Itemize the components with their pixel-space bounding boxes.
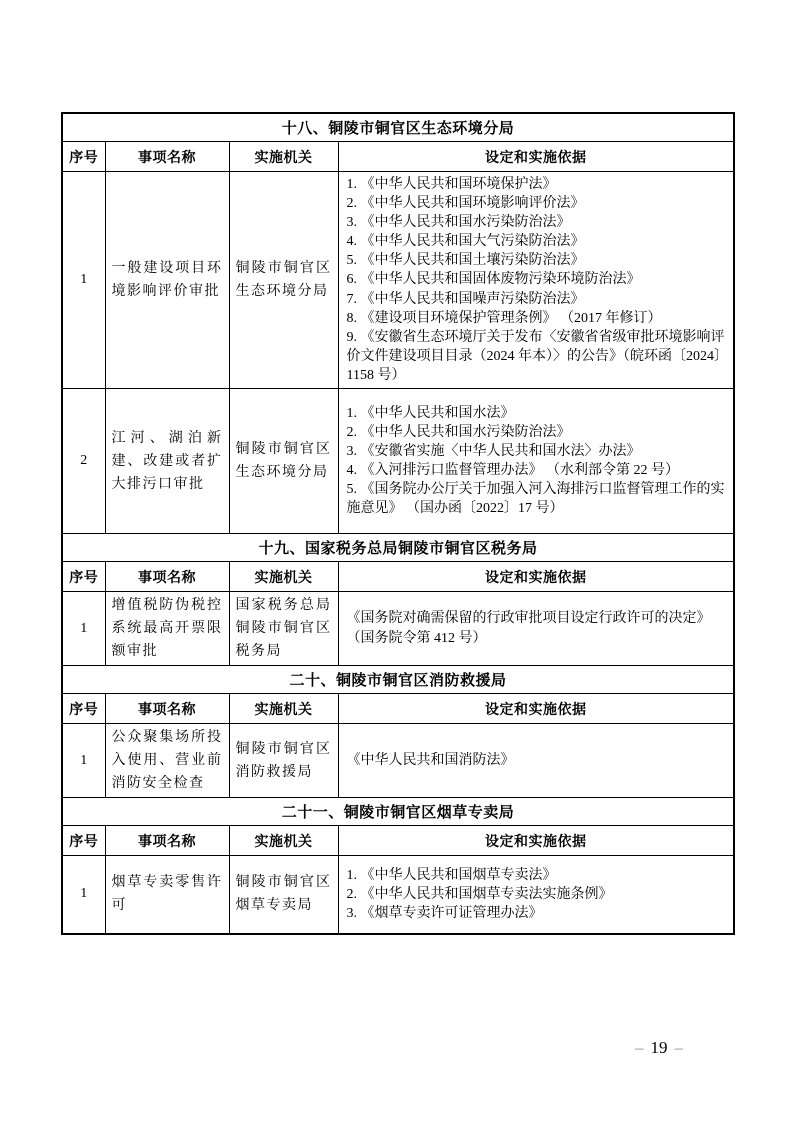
basis-line: 3. 《烟草专卖许可证管理办法》: [346, 905, 543, 921]
column-header-index: 序号: [62, 694, 105, 724]
basis-cell: [338, 172, 734, 389]
basis-line: 3. 《安徽省实施〈中华人民共和国水法〉办法》: [346, 443, 641, 459]
basis-line: 3. 《中华人民共和国水污染防治法》: [346, 215, 571, 231]
table-row: [62, 172, 734, 389]
basis-line: 《中华人民共和国消防法》: [346, 752, 515, 768]
section-19-title-row: [62, 534, 734, 562]
row-index: 2: [62, 389, 105, 534]
section-21-title-row: [62, 798, 734, 826]
basis-line: 8. 《建设项目环境保护管理条例》 （2017 年修订）: [346, 310, 662, 326]
basis-line: 5. 《中华人民共和国土壤污染防治法》: [346, 253, 585, 269]
agency-name: 国家税务总局铜陵市铜官区税务局: [229, 592, 338, 666]
basis-cell: [338, 856, 734, 934]
row-index: 1: [62, 592, 105, 666]
item-name: 烟草专卖零售许可: [105, 856, 229, 934]
basis-cell: [338, 389, 734, 534]
section-18-header-row: [62, 142, 734, 172]
column-header-agency: 实施机关: [229, 142, 338, 172]
section-title: 十九、国家税务总局铜陵市铜官区税务局: [62, 534, 734, 562]
column-header-item: 事项名称: [105, 826, 229, 856]
column-header-basis: 设定和实施依据: [338, 826, 734, 856]
column-header-basis: 设定和实施依据: [338, 562, 734, 592]
row-index: 1: [62, 724, 105, 798]
section-title: 十八、铜陵市铜官区生态环境分局: [62, 113, 734, 142]
page-number-dash-left: –: [635, 1038, 644, 1057]
agency-name: 铜陵市铜官区生态环境分局: [229, 389, 338, 534]
basis-line: 7. 《中华人民共和国噪声污染防治法》: [346, 291, 585, 307]
column-header-index: 序号: [62, 562, 105, 592]
column-header-item: 事项名称: [105, 694, 229, 724]
basis-line: 2. 《中华人民共和国环境影响评价法》: [346, 196, 585, 212]
basis-line: 5. 《国务院办公厅关于加强入河入海排污口监督管理工作的实施意见》 （国办函〔2022〕17 号）: [346, 482, 725, 517]
section-20-header-row: [62, 694, 734, 724]
column-header-item: 事项名称: [105, 562, 229, 592]
basis-cell: [338, 592, 734, 666]
agency-name: 铜陵市铜官区烟草专卖局: [229, 856, 338, 934]
column-header-agency: 实施机关: [229, 826, 338, 856]
section-18-title-row: [62, 113, 734, 142]
page-number-value: 19: [650, 1038, 668, 1057]
column-header-agency: 实施机关: [229, 694, 338, 724]
section-title: 二十、铜陵市铜官区消防救援局: [62, 666, 734, 694]
column-header-basis: 设定和实施依据: [338, 142, 734, 172]
column-header-item: 事项名称: [105, 142, 229, 172]
basis-line: 《国务院对确需保留的行政审批项目设定行政许可的决定》（国务院令第 412 号）: [346, 611, 711, 646]
table-row: [62, 389, 734, 534]
section-21-header-row: [62, 826, 734, 856]
item-name: 一般建设项目环境影响评价审批: [105, 172, 229, 389]
section-title: 二十一、铜陵市铜官区烟草专卖局: [62, 798, 734, 826]
basis-line: 1. 《中华人民共和国环境保护法》: [346, 177, 557, 192]
column-header-agency: 实施机关: [229, 562, 338, 592]
item-name: 公众聚集场所投入使用、营业前消防安全检查: [105, 724, 229, 798]
agency-name: 铜陵市铜官区生态环境分局: [229, 172, 338, 389]
basis-line: 2. 《中华人民共和国水污染防治法》: [346, 424, 571, 440]
column-header-index: 序号: [62, 142, 105, 172]
table-row: [62, 856, 734, 934]
page-number-dash-right: –: [674, 1038, 683, 1057]
basis-line: 1. 《中华人民共和国烟草专卖法》: [346, 867, 557, 883]
row-index: 1: [62, 856, 105, 934]
section-20-title-row: [62, 666, 734, 694]
section-19-header-row: [62, 562, 734, 592]
table-row: [62, 592, 734, 666]
basis-line: 9. 《安徽省生态环境厅关于发布〈安徽省省级审批环境影响评价文件建设项目目录（2024 年本）〉的公告》（皖环函〔2024〕1158 号）: [346, 329, 725, 383]
basis-line: 6. 《中华人民共和国固体废物污染环境防治法》: [346, 272, 641, 288]
column-header-index: 序号: [62, 826, 105, 856]
approval-items-table: [61, 112, 735, 935]
basis-line: 4. 《入河排污口监督管理办法》 （水利部令第 22 号）: [346, 463, 679, 479]
item-name: 江河、湖泊新建、改建或者扩大排污口审批: [105, 389, 229, 534]
basis-line: 4. 《中华人民共和国大气污染防治法》: [346, 234, 585, 250]
page-number: [628, 1037, 690, 1059]
row-index: 1: [62, 172, 105, 389]
basis-line: 2. 《中华人民共和国烟草专卖法实施条例》: [346, 886, 613, 902]
basis-cell: [338, 724, 734, 798]
table-row: [62, 724, 734, 798]
basis-line: 1. 《中华人民共和国水法》: [346, 405, 515, 421]
agency-name: 铜陵市铜官区消防救援局: [229, 724, 338, 798]
item-name: 增值税防伪税控系统最高开票限额审批: [105, 592, 229, 666]
column-header-basis: 设定和实施依据: [338, 694, 734, 724]
